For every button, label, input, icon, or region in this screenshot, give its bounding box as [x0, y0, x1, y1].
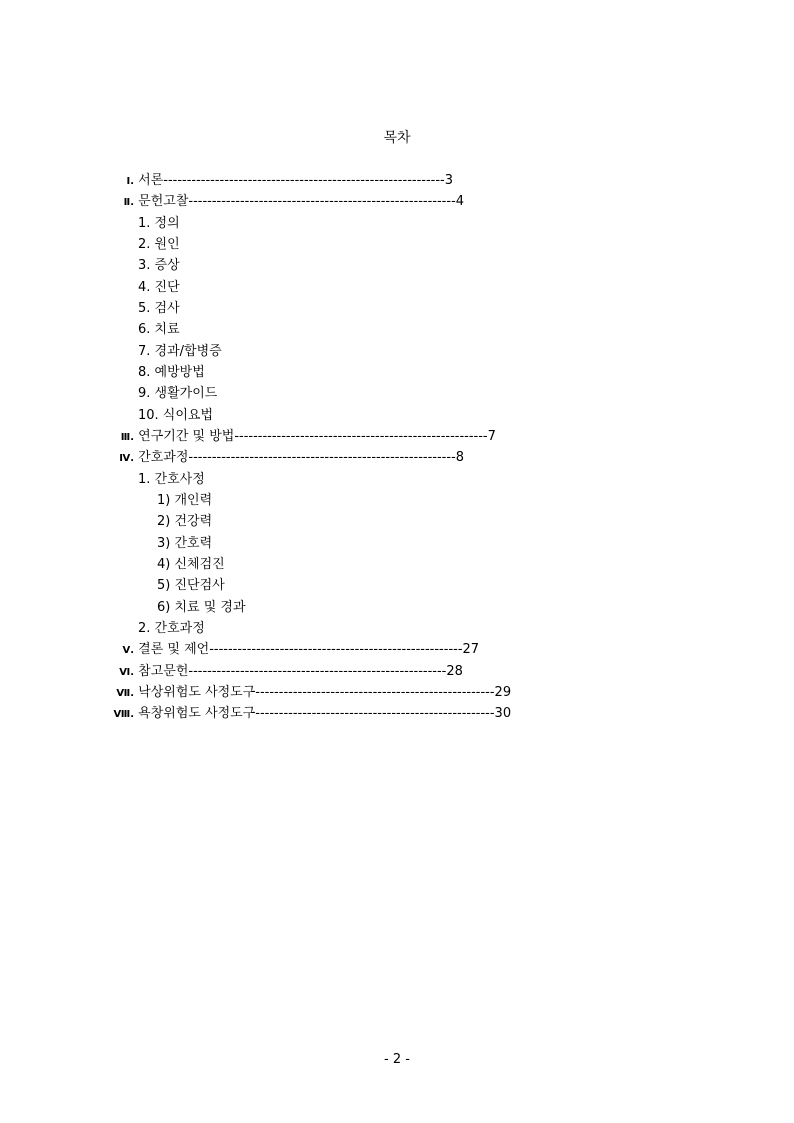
- toc-leader-dots: ------------------------------------------------------: [234, 429, 488, 444]
- toc-section-7[interactable]: [110, 682, 511, 703]
- toc-section-8[interactable]: [110, 703, 511, 724]
- toc-item[interactable]: 9. 생활가이드: [138, 386, 218, 401]
- toc-item[interactable]: 1. 정의: [138, 216, 180, 231]
- toc-section-label: 참고문헌: [138, 664, 189, 679]
- toc-subitem[interactable]: 4) 신체검진: [157, 557, 225, 572]
- toc-subsection[interactable]: 2. 간호과정: [138, 621, 205, 636]
- toc-item[interactable]: 3. 증상: [138, 258, 180, 273]
- toc-page-number: 30: [494, 706, 512, 721]
- toc-section-number: Ⅵ.: [119, 667, 134, 678]
- toc-section-number: Ⅰ.: [126, 176, 134, 187]
- toc-item[interactable]: 5. 검사: [138, 301, 180, 316]
- toc-section-4[interactable]: [110, 447, 464, 468]
- toc-section-number: Ⅱ.: [123, 197, 134, 208]
- toc-page-number: 27: [462, 642, 480, 657]
- toc-section-number: Ⅷ.: [113, 709, 134, 720]
- toc-leader-dots: ---------------------------------------------------: [255, 685, 495, 700]
- toc-item[interactable]: 8. 예방방법: [138, 365, 205, 380]
- toc-leader-dots: ------------------------------------------------------------: [163, 173, 445, 188]
- toc-subitem[interactable]: 3) 간호력: [157, 536, 213, 551]
- toc-page-number: 28: [446, 664, 463, 679]
- toc-section-label: 낙상위험도 사정도구: [138, 685, 256, 700]
- toc-leader-dots: ------------------------------------------------------: [209, 642, 463, 657]
- toc-section-number: Ⅳ.: [119, 453, 134, 464]
- toc-item[interactable]: 10. 식이요법: [138, 408, 214, 423]
- toc-page-number: 4: [455, 194, 465, 209]
- toc-subitem[interactable]: 5) 진단검사: [157, 578, 225, 593]
- toc-section-label: 문헌고찰: [138, 194, 189, 209]
- toc-leader-dots: ---------------------------------------------------------: [188, 194, 456, 209]
- toc-section-label: 연구기간 및 방법: [138, 429, 235, 444]
- toc-leader-dots: -------------------------------------------------------: [188, 664, 447, 679]
- toc-section-number: Ⅶ.: [116, 688, 134, 699]
- toc-section-number: Ⅲ.: [120, 432, 134, 443]
- toc-section-1[interactable]: [110, 170, 453, 191]
- toc-section-label: 간호과정: [138, 450, 189, 465]
- toc-item[interactable]: 4. 진단: [138, 280, 180, 295]
- toc-page-number: 29: [494, 685, 512, 700]
- toc-section-5[interactable]: [110, 639, 479, 660]
- toc-page-number: 8: [455, 450, 465, 465]
- toc-leader-dots: ---------------------------------------------------: [255, 706, 495, 721]
- toc-item[interactable]: 6. 치료: [138, 322, 180, 337]
- toc-section-label: 서론: [138, 173, 164, 188]
- toc-item[interactable]: 2. 원인: [138, 237, 180, 252]
- toc-subitem[interactable]: 2) 건강력: [157, 514, 213, 529]
- toc-subitem[interactable]: 1) 개인력: [157, 493, 213, 508]
- page-title: 목차: [383, 130, 411, 146]
- toc-subsection[interactable]: 1. 간호사정: [138, 472, 205, 487]
- toc-section-number: Ⅴ.: [122, 645, 134, 656]
- toc-leader-dots: ---------------------------------------------------------: [188, 450, 456, 465]
- page-number-footer: - 2 -: [384, 1052, 410, 1067]
- toc-page-number: 7: [487, 429, 496, 444]
- toc-section-label: 결론 및 제언: [138, 642, 210, 657]
- toc-page-number: 3: [444, 173, 454, 188]
- toc-subitem[interactable]: 6) 치료 및 경과: [157, 600, 246, 615]
- toc-section-6[interactable]: [110, 661, 463, 682]
- toc-section-label: 욕창위험도 사정도구: [138, 706, 256, 721]
- toc-section-3[interactable]: [110, 426, 496, 447]
- toc-section-2[interactable]: [110, 191, 464, 212]
- toc-item[interactable]: 7. 경과/합병증: [138, 344, 222, 359]
